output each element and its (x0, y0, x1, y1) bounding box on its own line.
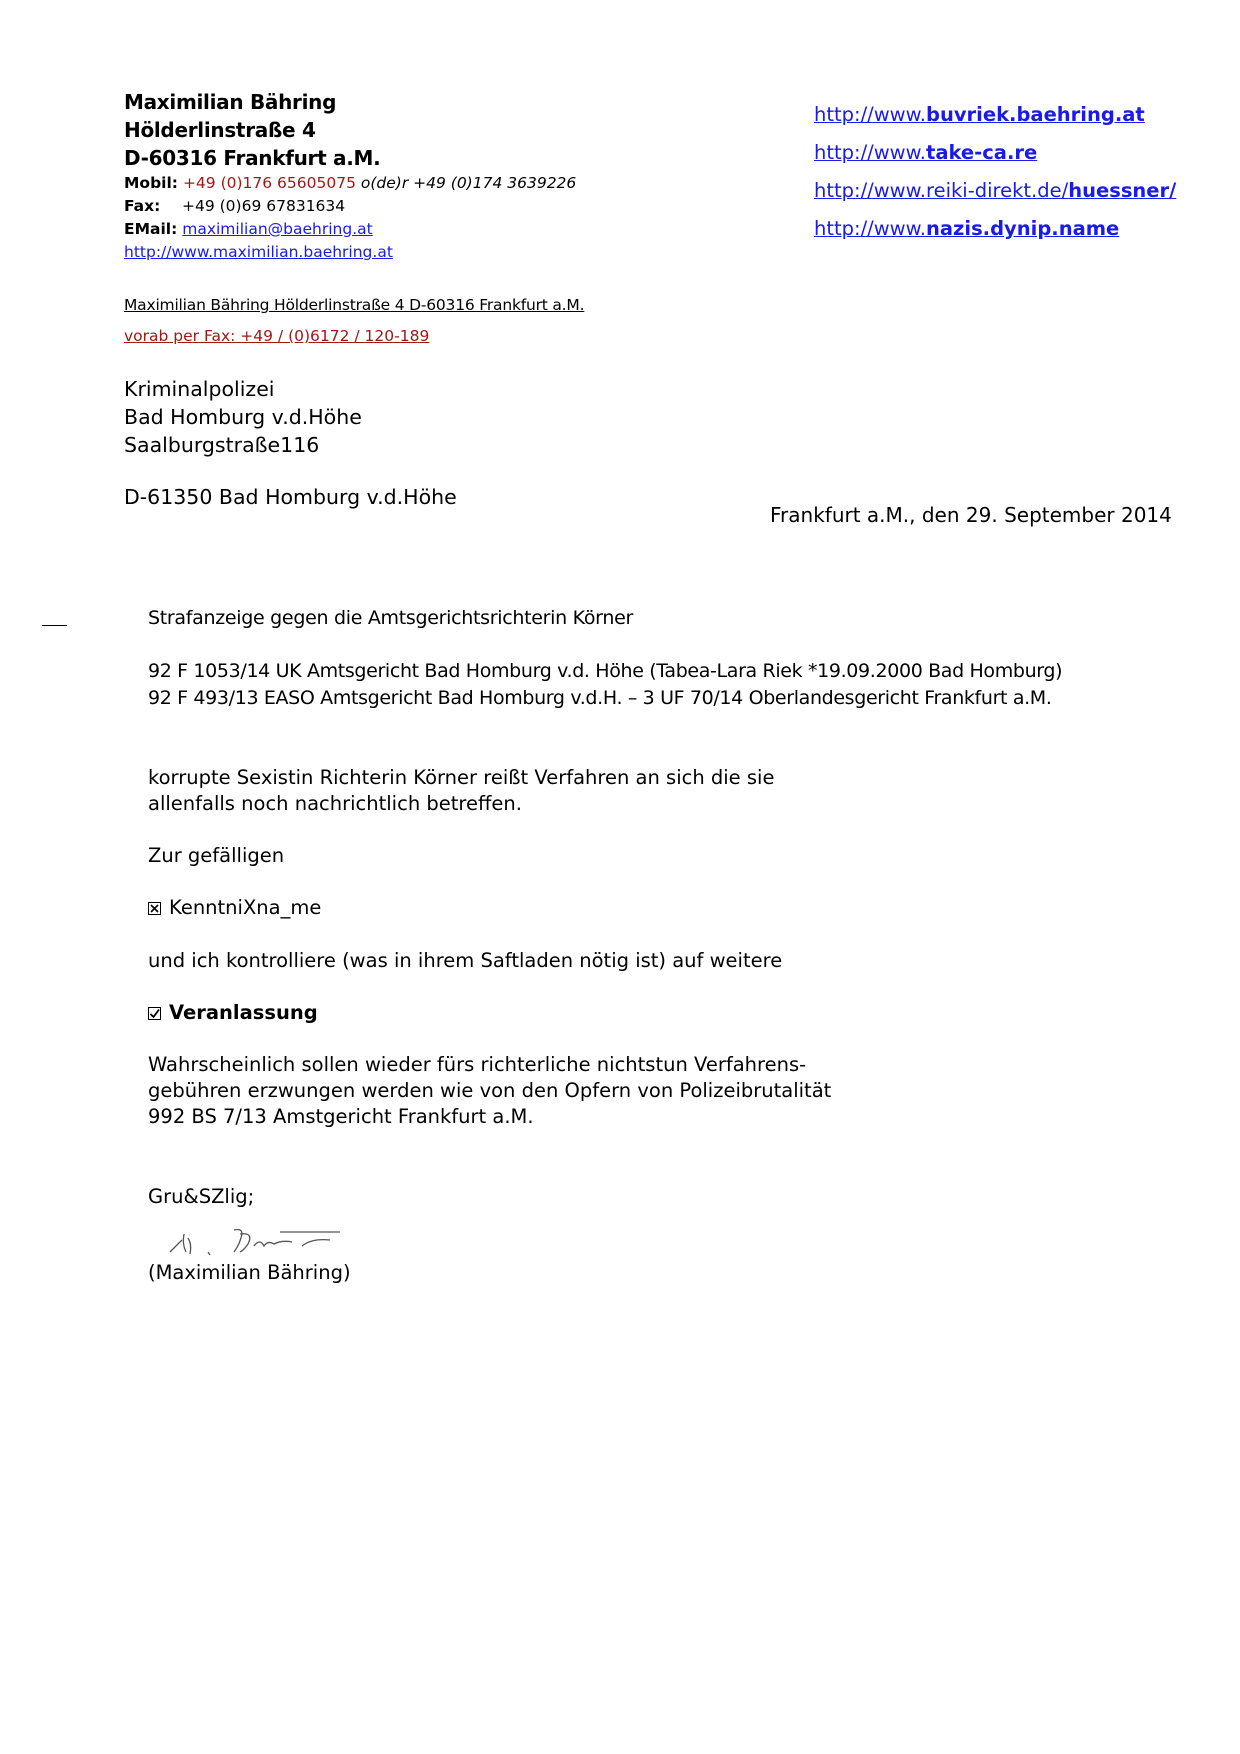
sender-city: D-60316 Frankfurt a.M. (124, 146, 381, 170)
closing-greeting: Gru&SZlig; (148, 1185, 255, 1208)
signer-name: (Maximilian Bähring) (148, 1261, 351, 1284)
recipient-line-1: Kriminalpolizei (124, 377, 275, 401)
fax-note: vorab per Fax: +49 / (0)6172 / 120-189 (124, 327, 430, 345)
checkbox-label: KenntniXna_me (169, 896, 322, 919)
body-line: Wahrscheinlich sollen wieder fürs richterliche nichtstun Verfahrens- (148, 1053, 807, 1076)
recipient-address (124, 375, 362, 459)
subject-line: Strafanzeige gegen die Amtsgerichtsrichterin Körner (148, 607, 633, 629)
reference-line-2: 92 F 493/13 EASO Amtsgericht Bad Homburg v.d.H. – 3 UF 70/14 Oberlandesgericht Frankfurt a.M. (148, 687, 1052, 709)
checkbox-check-icon (148, 1007, 161, 1020)
letter-date: Frankfurt a.M., den 29. September 2014 (770, 503, 1172, 527)
mobile-alt-separator: o(de)r (360, 174, 409, 192)
body-paragraph-3: und ich kontrolliere (was in ihrem Saftladen nötig ist) auf weitere (148, 949, 783, 972)
sender-mobile (124, 172, 576, 195)
sender-block (124, 88, 576, 264)
signature-image (162, 1222, 352, 1262)
checkbox-x-icon (148, 902, 161, 915)
mobile-alt-value: +49 (0)174 3639226 (413, 174, 577, 192)
link-take-care[interactable]: http://www.take-ca.re (814, 141, 1038, 164)
mobile-value: +49 (0)176 65605075 (182, 174, 356, 192)
sender-fax (124, 195, 576, 218)
body-paragraph-2: Zur gefälligen (148, 844, 285, 867)
mobile-label: Mobil: (124, 174, 178, 192)
checkbox-label: Veranlassung (169, 1001, 318, 1024)
sender-email (124, 218, 576, 241)
fax-label: Fax: (124, 197, 161, 215)
link-list (814, 96, 1176, 248)
reference-line-1: 92 F 1053/14 UK Amtsgericht Bad Homburg v.d. Höhe (Tabea-Lara Riek *19.09.2000 Bad Homburg) (148, 660, 1063, 682)
fold-mark (42, 625, 67, 626)
link-reiki-direkt[interactable]: http://www.reiki-direkt.de/huessner/ (814, 179, 1177, 202)
link-buvriek[interactable]: http://www.buvriek.baehring.at (814, 103, 1145, 126)
body-paragraph-4 (148, 1052, 831, 1130)
body-line: allenfalls noch nachrichtlich betreffen. (148, 792, 522, 815)
email-label: EMail: (124, 220, 178, 238)
body-line: 992 BS 7/13 Amstgericht Frankfurt a.M. (148, 1105, 534, 1128)
link-nazis-dynip[interactable]: http://www.nazis.dynip.name (814, 217, 1120, 240)
recipient-line-2: Bad Homburg v.d.Höhe (124, 405, 362, 429)
recipient-city: D-61350 Bad Homburg v.d.Höhe (124, 485, 457, 509)
body-line: gebühren erzwungen werden wie von den Opfern von Polizeibrutalität (148, 1079, 832, 1102)
sender-website (124, 241, 576, 264)
sender-street: Hölderlinstraße 4 (124, 118, 316, 142)
email-link[interactable]: maximilian@baehring.at (182, 220, 373, 238)
checkbox-veranlassung (148, 1000, 318, 1026)
return-address: Maximilian Bähring Hölderlinstraße 4 D-60316 Frankfurt a.M. (124, 296, 585, 314)
checkbox-kenntnisnahme (148, 895, 321, 921)
recipient-line-3: Saalburgstraße116 (124, 433, 320, 457)
body-line: korrupte Sexistin Richterin Körner reißt Verfahren an sich die sie (148, 766, 775, 789)
sender-name: Maximilian Bähring (124, 90, 337, 114)
fax-value: +49 (0)69 67831634 (182, 197, 346, 215)
website-link[interactable]: http://www.maximilian.baehring.at (124, 243, 393, 261)
body-paragraph-1 (148, 765, 774, 817)
